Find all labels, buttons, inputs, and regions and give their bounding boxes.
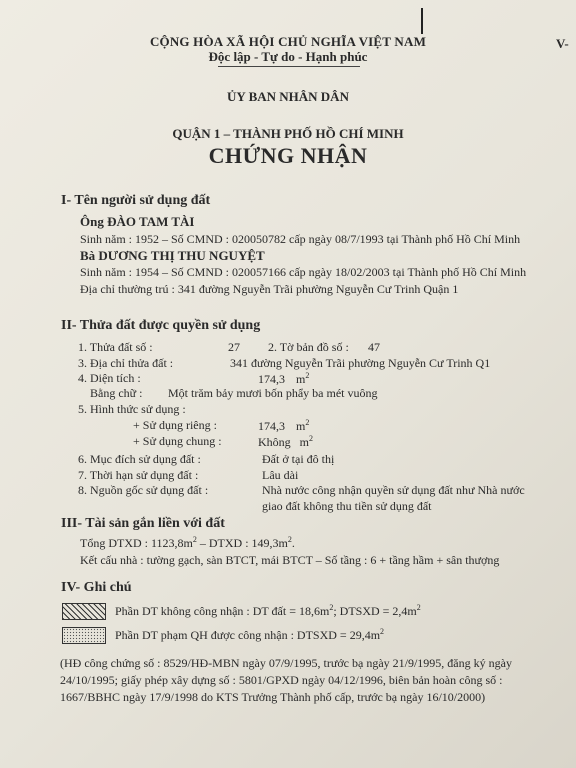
private-use-value: 174,3 $m^2$: [258, 418, 310, 433]
notes-paragraph-line2: 24/10/1995; giấy phép xây dựng số : 5801/GPXD ngày 04/12/1996, biên bản hoàn công số :: [60, 673, 503, 687]
authority-heading: ỦY BAN NHÂN DÂN: [227, 89, 349, 104]
purpose-label: 6. Mục đích sử dụng đất :: [78, 452, 201, 466]
owner1-info: Sinh năm : 1952 – Số CMND : 020050782 cấp ngày 08/7/1993 tại Thành phố Hồ Chí Minh: [80, 232, 521, 246]
note-unrecognized-area: Phần DT không công nhận : DT đất = $18,6m^2$; DTSXD = $2,4m^2$: [115, 603, 421, 618]
area-words-value: Một trăm bảy mươi bốn phẩy ba mét vuông: [168, 386, 378, 400]
map-value: 47: [368, 340, 380, 354]
note-planning-area: Phần DT phạm QH được công nhận : DTSXD = $29,4m^2$: [115, 627, 385, 642]
origin-value-line2: giao đất không thu tiền sử dụng đất: [262, 499, 432, 513]
area-words-label: Bằng chữ :: [90, 386, 143, 400]
parcel-value: 27: [228, 340, 240, 354]
area-label: 4. Diện tích :: [78, 371, 141, 385]
area-value: 174,3 $m^2$: [258, 371, 310, 386]
owner1-name: Ông ĐÀO TAM TÀI: [80, 214, 195, 229]
section1-heading: I- Tên người sử dụng đất: [61, 193, 211, 208]
section3-heading: III- Tài sản gắn liền với đất: [61, 516, 225, 531]
origin-label: 8. Nguồn gốc sử dụng đất :: [78, 483, 209, 497]
land-address-label: 3. Địa chỉ thửa đất :: [78, 356, 174, 370]
motto-underline: [218, 66, 360, 67]
notes-paragraph-line1: (HĐ công chứng số : 8529/HĐ-MBN ngày 07/9/1995, trước bạ ngày 21/9/1995, đăng ký ngày: [60, 656, 512, 670]
map-label: 2. Tờ bản đồ số :: [268, 340, 349, 354]
term-label: 7. Thời hạn sử dụng đất :: [78, 468, 199, 482]
hatched-legend-swatch: [62, 603, 106, 620]
owner2-name: Bà DƯƠNG THỊ THU NGUYỆT: [80, 248, 265, 263]
common-use-label: + Sử dụng chung :: [133, 434, 222, 448]
corner-code: V-: [556, 36, 569, 51]
private-use-label: + Sử dụng riêng :: [133, 418, 217, 432]
purpose-value: Đất ở tại đô thị: [262, 452, 335, 466]
owner2-info: Sinh năm : 1954 – Số CMND : 020057166 cấp ngày 18/02/2003 tại Thành phố Hồ Chí Minh: [80, 265, 527, 279]
land-address-value: 341 đường Nguyễn Trãi phường Nguyễn Cư Trinh Q1: [230, 356, 491, 370]
national-motto: Độc lập - Tự do - Hạnh phúc: [208, 49, 368, 64]
notes-paragraph-line3: 1667/BBHC ngày 17/9/1998 do KTS Trưởng Thành phố cấp, trước bạ ngày 16/10/2000): [60, 690, 486, 704]
parcel-label: 1. Thửa đất số :: [78, 340, 153, 354]
district-heading: QUẬN 1 – THÀNH PHỐ HỒ CHÍ MINH: [172, 126, 404, 141]
common-use-value: Không $m^2$: [258, 434, 314, 449]
page-title: CHỨNG NHẬN: [208, 143, 368, 168]
pen-mark: [421, 8, 423, 34]
dotted-legend-swatch: [62, 627, 106, 644]
republic-heading: CỘNG HÒA XÃ HỘI CHỦ NGHĨA VIỆT NAM: [149, 34, 427, 49]
origin-value-line1: Nhà nước công nhận quyền sử dụng đất như Nhà nước: [262, 483, 525, 497]
owner-address: Địa chỉ thường trú : 341 đường Nguyễn Trãi phường Nguyễn Cư Trinh Quận 1: [80, 282, 459, 296]
section2-heading: II- Thửa đất được quyền sử dụng: [61, 318, 261, 333]
term-value: Lâu dài: [262, 468, 299, 482]
structure-info: Kết cấu nhà : tường gạch, sàn BTCT, mái BTCT – Số tầng : 6 + tầng hầm + sân thượng: [80, 553, 500, 567]
total-floor-area: Tổng DTXD : $1123,8m^2$ – DTXD : $149,3m^2$.: [80, 535, 295, 550]
use-form-label: 5. Hình thức sử dụng :: [78, 402, 186, 416]
section4-heading: IV- Ghi chú: [61, 580, 132, 595]
